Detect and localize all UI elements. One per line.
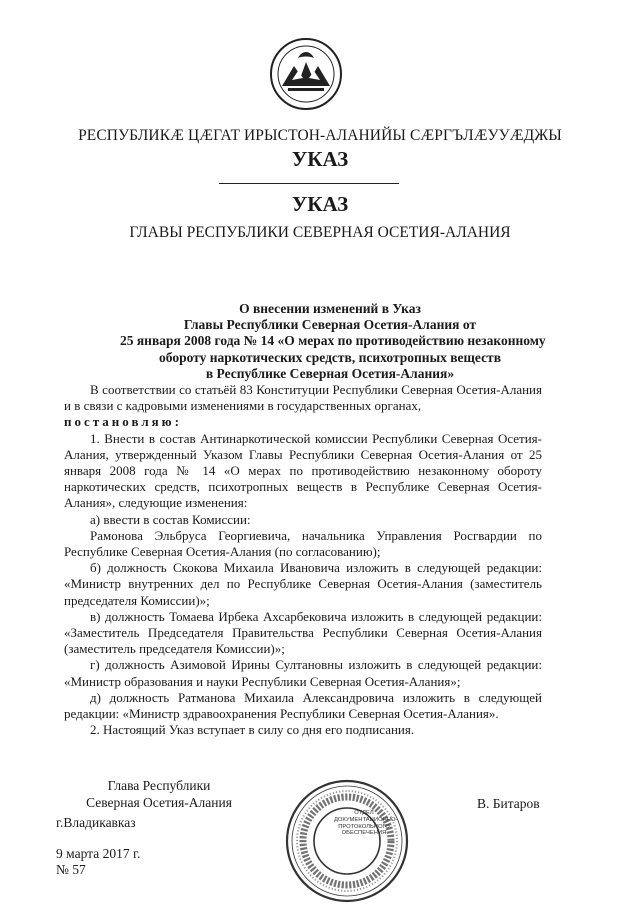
decree-word: постановляю: <box>64 414 182 430</box>
item-1: 1. Внести в состав Антинаркотической комиссии Республики Северная Осетия-Алания, утвержденный Указом Главы Республики Северная Осетия-Алания от 25 января 2008 года № 14 «О мерах по противодействию незаконному обороту наркотических средств, психотропных веществ в Республике Северная Осетия-Алания», следующие изменения: <box>64 430 542 511</box>
signatory-title <box>64 777 254 811</box>
official-stamp-icon <box>284 778 410 904</box>
stamp-text <box>334 810 398 837</box>
republic-line-ossetian: РЕСПУБЛИКӔ ЦӔГАТ ИРЫСТОН-АЛАНИЙЫ СӔРГЪЛӔУУӔДЖЫ <box>78 127 562 144</box>
document-title <box>120 301 546 382</box>
title-line: 25 января 2008 года № 14 «О мерах по противодействию незаконному <box>120 333 546 349</box>
title-line: обороту наркотических средств, психотропных веществ <box>159 349 501 365</box>
stamp-line: ОБЕСПЕЧЕНИЯ <box>341 830 387 837</box>
stamp-line: ДОКУМЕНТАЦИОННО- <box>334 816 398 823</box>
sub-item-a-text: Рамонова Эльбруса Георгиевича, начальника Управления Росгвардии по Республике Северная Осетия-Алания (по согласованию); <box>64 527 542 560</box>
signatory-title-line: Глава Республики <box>107 778 211 793</box>
decree-heading-russian: УКАЗ <box>291 192 349 216</box>
sub-item-g: г) должность Азимовой Ирины Султановны изложить в следующей редакции: «Министр образования и науки Республики Северная Осетия-Алания»; <box>64 657 542 689</box>
item-2: 2. Настоящий Указ вступает в силу со дня его подписания. <box>90 722 415 738</box>
preamble-text: В соответствии со статьёй 83 Конституции Республики Северная Осетия-Алания и в связи с кадровыми изменениями в государственных органах, <box>64 382 542 414</box>
signatory-name: В. Битаров <box>477 796 540 811</box>
republic-line-russian: ГЛАВЫ РЕСПУБЛИКИ СЕВЕРНАЯ ОСЕТИЯ-АЛАНИЯ <box>129 224 511 241</box>
sub-item-a-label: а) ввести в состав Комиссии: <box>90 511 251 527</box>
decree-heading-ossetian: УКАЗ <box>291 147 349 171</box>
document-body <box>64 382 542 738</box>
title-line: Главы Республики Северная Осетия-Алания от <box>183 317 477 333</box>
decree-date: 9 марта 2017 г. <box>56 846 141 861</box>
decree-number: № 57 <box>56 862 86 877</box>
coat-of-arms-emblem-icon <box>268 36 344 112</box>
title-line: О внесении изменений в Указ <box>239 301 421 316</box>
stamp-line: ПРОТОКОЛЬНОГО <box>338 823 390 830</box>
city: г.Владикавказ <box>56 815 136 830</box>
signatory-title-line: Северная Осетия-Алания <box>86 795 232 810</box>
sub-item-d: д) должность Ратманова Михаила Александровича изложить в следующей редакции: «Министр здравоохранения Республики Северная Осетия-Алания». <box>64 689 542 722</box>
preamble <box>64 382 542 431</box>
stamp-line: ОТДЕЛ <box>354 810 374 816</box>
sub-item-v: в) должность Томаева Ирбека Ахсарбековича изложить в следующей редакции: «Заместитель Председателя Правительства Республики Северная Осетия-Алания (заместитель председателя Комиссии)»; <box>64 608 542 657</box>
header-divider <box>219 183 399 184</box>
sub-item-b: б) должность Скокова Михаила Ивановича изложить в следующей редакции: «Министр внутренних дел по Республике Северная Осетия-Алания (заместитель председателя Комиссии)»; <box>64 560 542 608</box>
title-line: в Республике Северная Осетия-Алания» <box>205 365 455 381</box>
